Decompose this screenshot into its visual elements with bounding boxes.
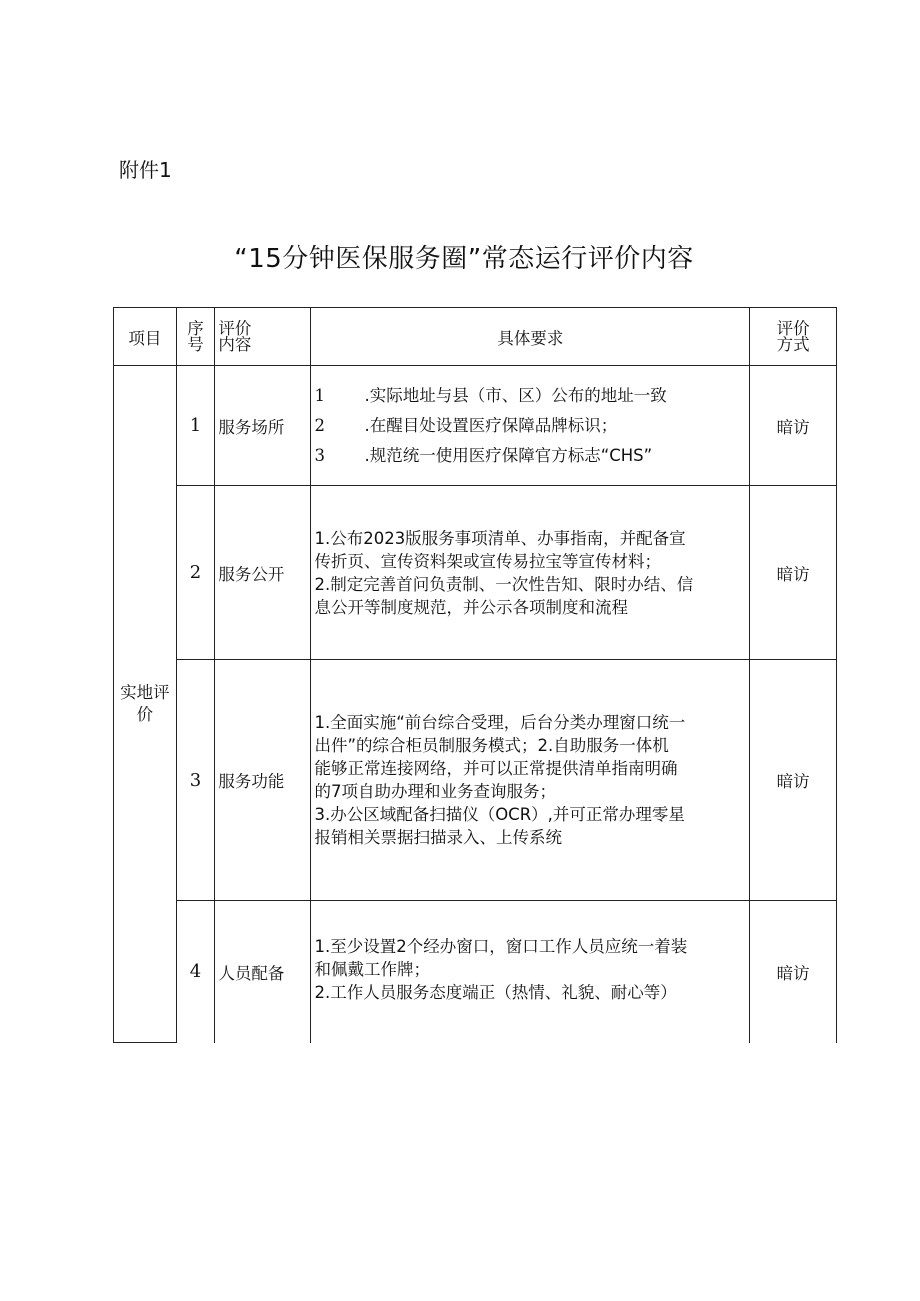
requirement-text: .规范统一使用医疗保障官方标志“CHS”: [364, 445, 653, 465]
requirement-line: 1.全面实施“前台综合受理，后台分类办理窗口统一: [314, 713, 686, 732]
header-content-top: 评价: [218, 318, 252, 338]
table-row: [114, 660, 837, 901]
row-method: 暗访: [750, 486, 837, 660]
requirement-line: 报销相关票据扫描录入、上传系统: [314, 828, 562, 847]
header-seq: [176, 308, 215, 366]
header-requirement: 具体要求: [311, 308, 750, 366]
header-item: 项目: [114, 308, 177, 366]
table-row: [114, 366, 837, 486]
row-requirements: [311, 366, 750, 486]
row-content: 服务公开: [215, 486, 311, 660]
category-cell: [114, 366, 177, 1043]
row-method: 暗访: [750, 901, 837, 1043]
table-row: [114, 486, 837, 660]
attachment-label: 附件1: [119, 158, 172, 182]
requirement-item: [314, 441, 746, 471]
header-content-bottom: 内容: [218, 334, 252, 354]
table-row: [114, 901, 837, 1043]
requirement-number: 2: [314, 415, 325, 435]
header-content: [215, 308, 311, 366]
row-seq: 3: [176, 660, 215, 901]
category-line-2: 价: [136, 705, 154, 724]
requirement-item: [314, 411, 746, 441]
requirement-line: 1.至少设置2个经办窗口，窗口工作人员应统一着装: [314, 937, 688, 956]
requirement-text: .在醒目处设置医疗保障品牌标识；: [364, 415, 618, 435]
row-seq: 1: [176, 366, 215, 486]
requirement-line: 息公开等制度规范，并公示各项制度和流程: [314, 597, 628, 617]
header-method-top: 评价: [776, 318, 810, 338]
row-content: 人员配备: [215, 901, 311, 1043]
requirement-number: 1: [314, 385, 325, 405]
row-content: 服务功能: [215, 660, 311, 901]
requirement-text: .实际地址与县（市、区）公布的地址一致: [364, 385, 667, 405]
requirement-number: 3: [314, 445, 325, 465]
row-method: 暗访: [750, 660, 837, 901]
requirement-line: 出件”的综合柜员制服务模式；2.自助服务一体机: [314, 736, 669, 755]
category-line-1: 实地评: [120, 683, 170, 702]
requirement-line: 传折页、宣传资料架或宣传易拉宝等宣传材料；: [314, 551, 661, 571]
header-row: [114, 308, 837, 366]
row-method: 暗访: [750, 366, 837, 486]
header-seq-top: 序: [187, 318, 204, 338]
header-seq-bottom: 号: [187, 334, 204, 354]
evaluation-table: [113, 307, 837, 1043]
requirement-line: 能够正常连接网络，并可以正常提供清单指南明确: [314, 759, 678, 778]
row-requirements: [311, 901, 750, 1043]
header-method: [750, 308, 837, 366]
requirement-line: 2.制定完善首问负责制、一次性告知、限时办结、信: [314, 574, 694, 594]
requirement-line: 3.办公区域配备扫描仪（OCR）,并可正常办理零星: [314, 805, 685, 824]
document-title: “15分钟医保服务圈”常态运行评价内容: [234, 244, 694, 274]
requirement-item: [314, 381, 746, 411]
row-requirements: [311, 486, 750, 660]
row-seq: 4: [176, 901, 215, 1043]
requirement-line: 和佩戴工作牌；: [314, 960, 430, 979]
header-method-bottom: 方式: [776, 334, 810, 354]
requirement-line: 的7项自助办理和业务查询服务；: [314, 782, 556, 801]
row-content: 服务场所: [215, 366, 311, 486]
row-seq: 2: [176, 486, 215, 660]
requirement-line: 1.公布2023版服务事项清单、办事指南，并配备宣: [314, 528, 686, 548]
requirement-line: 2.工作人员服务态度端正（热情、礼貌、耐心等）: [314, 983, 677, 1002]
row-requirements: [311, 660, 750, 901]
